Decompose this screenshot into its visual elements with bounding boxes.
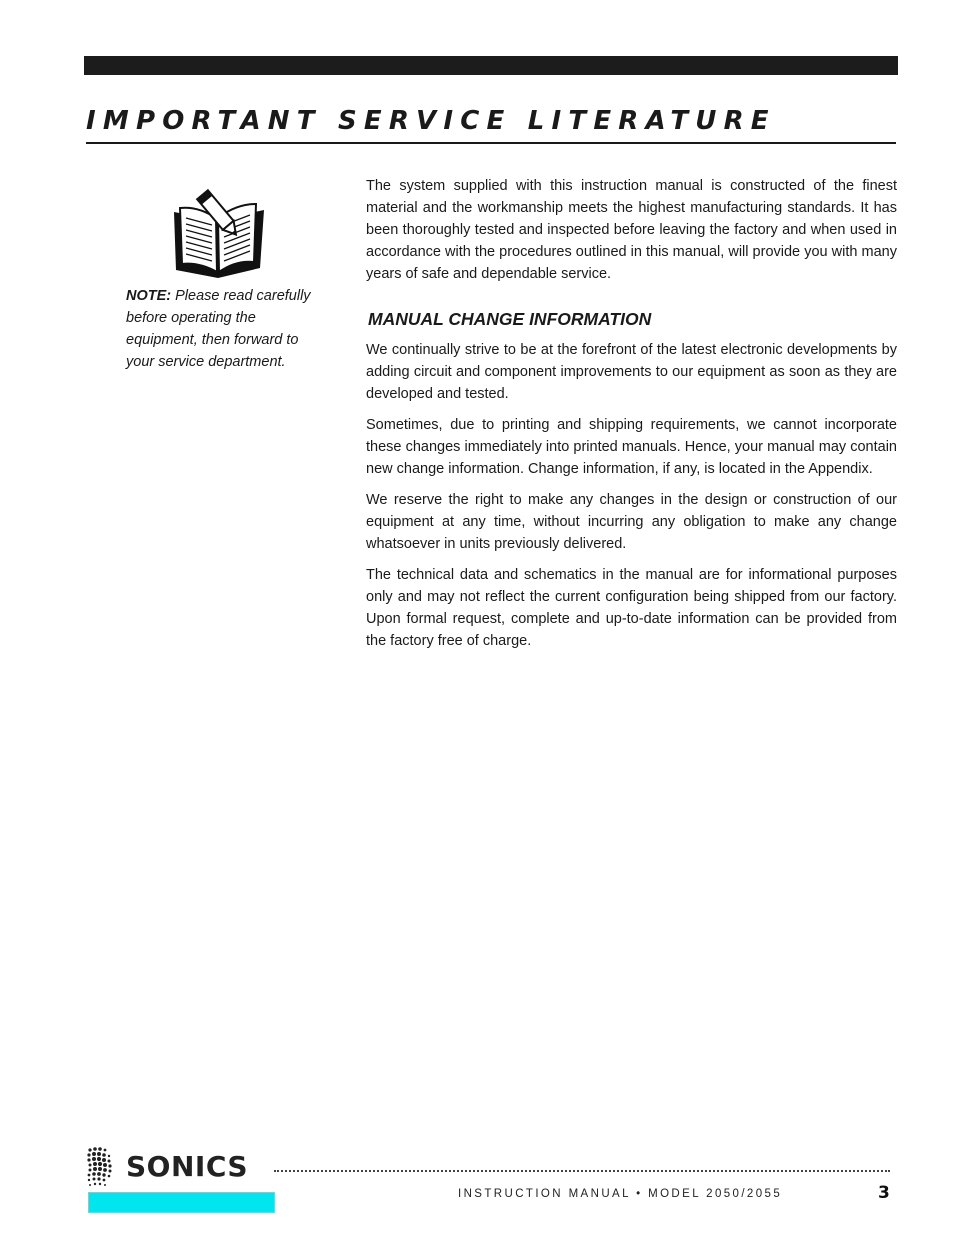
page-number: 3 [878, 1183, 890, 1203]
brand-logo: SONICS [126, 1150, 249, 1183]
title-divider [86, 142, 896, 144]
manual-label: INSTRUCTION MANUAL • MODEL 2050/2055 [458, 1188, 783, 1200]
main-content [366, 175, 897, 661]
section-heading: MANUAL CHANGE INFORMATION [368, 309, 652, 329]
accent-bar [88, 1192, 275, 1213]
paragraph: We continually strive to be at the forefront of the latest electronic developments by adding circuit and component improvements to our equipment as soon as they are developed and tested. [366, 342, 897, 402]
sonics-logo-mark-icon [86, 1146, 116, 1188]
paragraph: Sometimes, due to printing and shipping requirements, we cannot incorporate these changes immediately into printed manuals. Hence, your manual may contain new change information. Change information, if any, is located in the Appendix. [366, 417, 897, 477]
service-note [126, 285, 326, 373]
dot-leader [274, 1170, 890, 1172]
paragraph: We reserve the right to make any changes in the design or construction of our equipment at any time, without incurring any obligation to make any change whatsoever in units previously delivered. [366, 492, 897, 552]
open-book-with-pencil-icon [168, 184, 270, 280]
intro-paragraph: The system supplied with this instruction manual is constructed of the finest material and the workmanship meets the highest manufacturing standards. It has been thoroughly tested and inspected before leaving the factory and when used in accordance with the procedures outlined in this manual, will provide you with many years of safe and dependable service. [366, 178, 897, 282]
paragraph: The technical data and schematics in the manual are for informational purposes only and may not reflect the current configuration being shipped from our factory. Upon formal request, complete and up-to-date information can be provided from the factory free of charge. [366, 567, 897, 649]
note-label: NOTE: [126, 288, 172, 304]
note-text: Please read carefully before operating the equipment, then forward to your service department. [126, 288, 311, 370]
header-bar [84, 56, 898, 75]
page-title: IMPORTANT SERVICE LITERATURE [86, 106, 776, 136]
